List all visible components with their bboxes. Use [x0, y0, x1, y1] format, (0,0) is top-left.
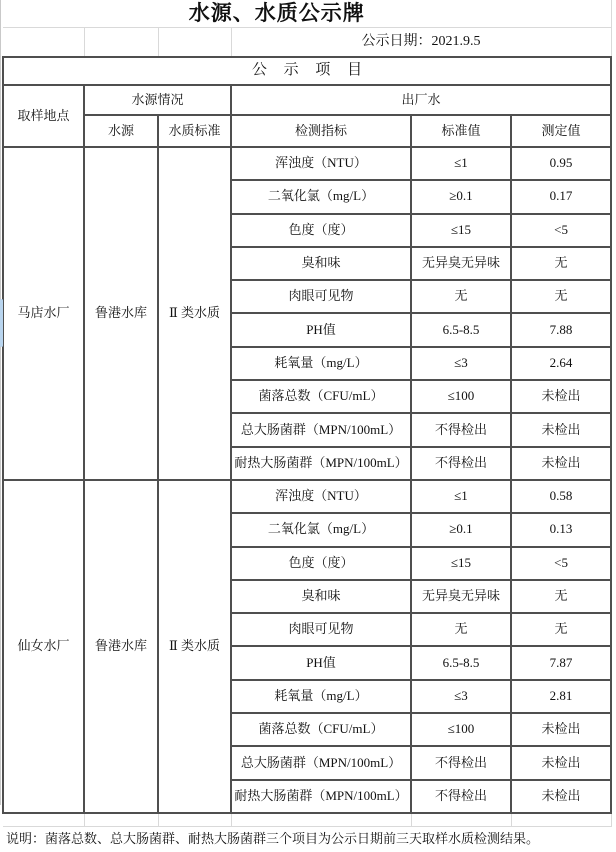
header-row-1: [3, 85, 611, 115]
screenshot-left-edge: [0, 0, 1, 805]
col-header-measured-value: 测定值: [511, 115, 611, 147]
measured-value-cell: 2.81: [511, 680, 611, 713]
measured-value-cell: 0.58: [511, 480, 611, 513]
measured-value-cell: 7.88: [511, 313, 611, 346]
date-row: [3, 28, 611, 58]
standard-value-cell: ≤15: [411, 214, 511, 247]
indicator-cell: 二氧化氯（mg/L）: [231, 513, 411, 546]
standard-value-cell: ≥0.1: [411, 180, 511, 213]
measured-value-cell: 未检出: [511, 380, 611, 413]
standard-value-cell: 无: [411, 280, 511, 313]
publish-date: 公示日期：2021.9.5: [231, 28, 611, 58]
standard-value-cell: ≤100: [411, 713, 511, 746]
measured-value-cell: <5: [511, 214, 611, 247]
indicator-cell: 耗氧量（mg/L）: [231, 347, 411, 380]
indicator-cell: 色度（度）: [231, 214, 411, 247]
empty-cell: [84, 28, 158, 58]
indicator-cell: 二氧化氯（mg/L）: [231, 180, 411, 213]
note-row: [3, 826, 611, 852]
empty-cell: [84, 813, 158, 827]
quality-standard-cell: Ⅱ 类水质: [158, 147, 231, 480]
indicator-cell: 耐热大肠菌群（MPN/100mL）: [231, 447, 411, 480]
plant-name-cell: 马店水厂: [3, 147, 84, 480]
notice-sheet: [2, 0, 612, 852]
page-title: 水源、水质公示牌: [3, 0, 611, 28]
spacer-row: [3, 813, 611, 827]
note-text: 说明：菌落总数、总大肠菌群、耐热大肠菌群三个项目为公示日期前三天取样水质检测结果。: [3, 826, 611, 852]
source-cell: 鲁港水库: [84, 147, 158, 480]
standard-value-cell: ≤3: [411, 347, 511, 380]
standard-value-cell: 无异臭无异味: [411, 247, 511, 280]
indicator-cell: 色度（度）: [231, 547, 411, 580]
indicator-cell: 臭和味: [231, 580, 411, 613]
measured-value-cell: 未检出: [511, 447, 611, 480]
col-header-quality-standard: 水质标准: [158, 115, 231, 147]
measured-value-cell: 2.64: [511, 347, 611, 380]
empty-cell: [158, 813, 231, 827]
measured-value-cell: 7.87: [511, 646, 611, 679]
indicator-cell: 耐热大肠菌群（MPN/100mL）: [231, 780, 411, 813]
measured-value-cell: 0.13: [511, 513, 611, 546]
standard-value-cell: ≤3: [411, 680, 511, 713]
standard-value-cell: ≤1: [411, 147, 511, 180]
measured-value-cell: 无: [511, 613, 611, 646]
indicator-cell: 菌落总数（CFU/mL）: [231, 713, 411, 746]
measured-value-cell: 0.17: [511, 180, 611, 213]
col-header-finished-water: 出厂水: [231, 85, 611, 115]
table-row: [3, 480, 611, 513]
col-header-source: 水源: [84, 115, 158, 147]
indicator-cell: 总大肠菌群（MPN/100mL）: [231, 413, 411, 446]
standard-value-cell: 不得检出: [411, 447, 511, 480]
standard-value-cell: 不得检出: [411, 780, 511, 813]
measured-value-cell: 未检出: [511, 713, 611, 746]
notice-table: [2, 0, 612, 852]
standard-value-cell: ≤15: [411, 547, 511, 580]
col-header-indicator: 检测指标: [231, 115, 411, 147]
indicator-cell: PH值: [231, 646, 411, 679]
indicator-cell: 浑浊度（NTU）: [231, 480, 411, 513]
standard-value-cell: ≤1: [411, 480, 511, 513]
section-title: 公 示 项 目: [3, 57, 611, 85]
empty-cell: [511, 813, 611, 827]
left-edge-highlight: [0, 299, 3, 347]
indicator-cell: 总大肠菌群（MPN/100mL）: [231, 746, 411, 779]
measured-value-cell: 未检出: [511, 413, 611, 446]
indicator-cell: 肉眼可见物: [231, 280, 411, 313]
empty-cell: [3, 813, 84, 827]
empty-cell: [3, 28, 84, 58]
indicator-cell: 菌落总数（CFU/mL）: [231, 380, 411, 413]
standard-value-cell: 不得检出: [411, 746, 511, 779]
plant-name-cell: 仙女水厂: [3, 480, 84, 813]
col-header-standard-value: 标准值: [411, 115, 511, 147]
indicator-cell: 肉眼可见物: [231, 613, 411, 646]
measured-value-cell: 未检出: [511, 780, 611, 813]
title-row: [3, 0, 611, 28]
standard-value-cell: 无: [411, 613, 511, 646]
empty-cell: [411, 813, 511, 827]
measured-value-cell: 未检出: [511, 746, 611, 779]
header-row-2: [3, 115, 611, 147]
quality-standard-cell: Ⅱ 类水质: [158, 480, 231, 813]
standard-value-cell: 不得检出: [411, 413, 511, 446]
standard-value-cell: 6.5-8.5: [411, 646, 511, 679]
col-header-sampling-location: 取样地点: [3, 85, 84, 147]
section-title-row: [3, 57, 611, 85]
table-row: [3, 147, 611, 180]
standard-value-cell: 6.5-8.5: [411, 313, 511, 346]
indicator-cell: 臭和味: [231, 247, 411, 280]
measured-value-cell: 无: [511, 580, 611, 613]
measured-value-cell: 无: [511, 247, 611, 280]
indicator-cell: 耗氧量（mg/L）: [231, 680, 411, 713]
empty-cell: [158, 28, 231, 58]
measured-value-cell: 0.95: [511, 147, 611, 180]
empty-cell: [231, 813, 411, 827]
standard-value-cell: ≥0.1: [411, 513, 511, 546]
col-header-source-group: 水源情况: [84, 85, 231, 115]
indicator-cell: PH值: [231, 313, 411, 346]
measured-value-cell: <5: [511, 547, 611, 580]
standard-value-cell: 无异臭无异味: [411, 580, 511, 613]
indicator-cell: 浑浊度（NTU）: [231, 147, 411, 180]
source-cell: 鲁港水库: [84, 480, 158, 813]
measured-value-cell: 无: [511, 280, 611, 313]
standard-value-cell: ≤100: [411, 380, 511, 413]
